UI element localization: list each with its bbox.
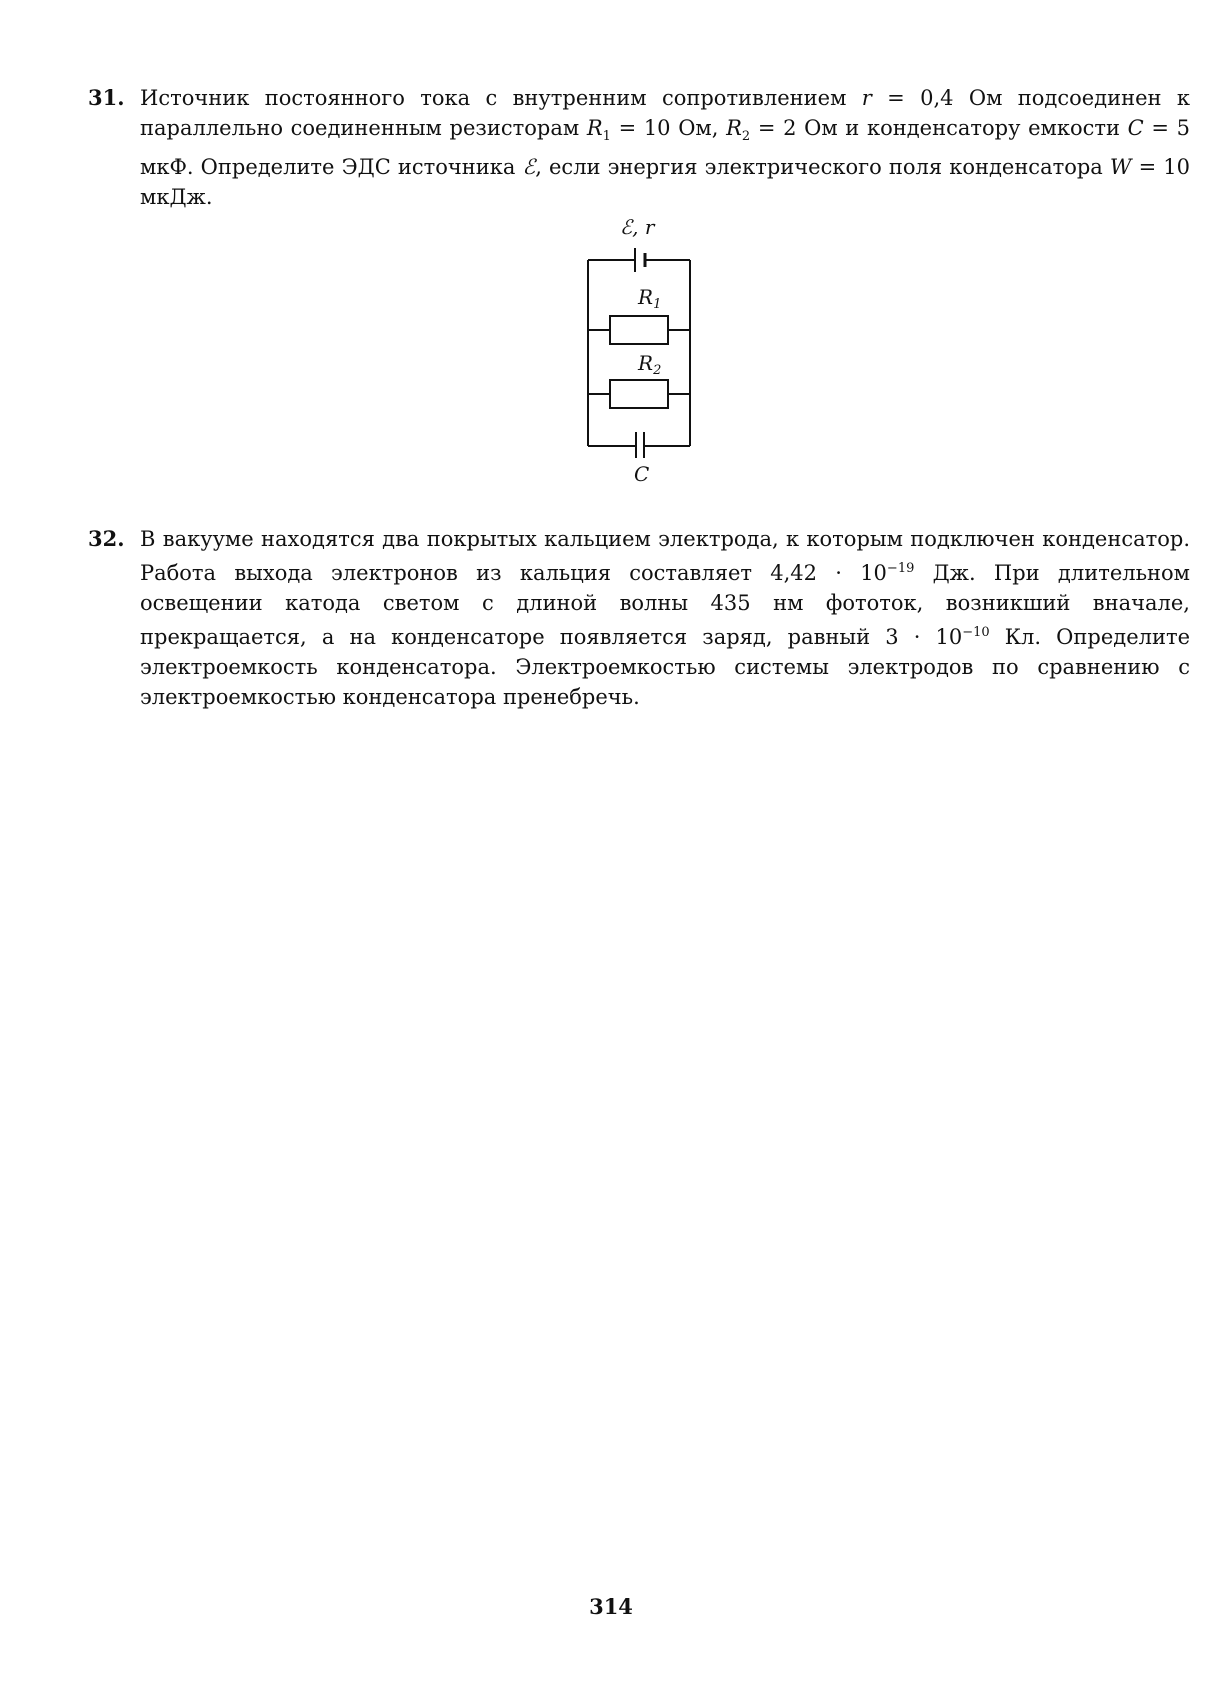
r2-label: $R_2$ xyxy=(638,351,662,378)
problem-number: 31. xyxy=(88,85,125,110)
problem-31 xyxy=(88,83,1190,212)
emf-label: ℰ, r xyxy=(620,215,655,239)
page-number: 314 xyxy=(589,1594,633,1619)
problem-number: 32. xyxy=(88,526,125,551)
problem-text: Источник постоянного тока с внутренним сопротивлением r = 0,4 Ом подсоединен к параллельно соединенным резисторам $R_1 = 10$ Ом, $R_2 = 2$ Ом и конденсатору емкости C = 5 мкФ. Определите ЭДС источника ℰ, если энергия электрического поля конденсатора W = 10 мкДж. xyxy=(140,86,1191,210)
capacitor-label: C xyxy=(634,462,650,486)
problem-32 xyxy=(88,524,1190,712)
resistor-r2 xyxy=(610,380,668,408)
problem-text: В вакууме находятся два покрытых кальцием электрода, к которым подключен конденсатор. Работа выхода электронов из кальция составляет $4,42 \cdot 10^{-19}$ Дж. При длительном освещении катода светом с длиной волны 435 нм фототок, возникший вначале, прекращается, а на конденсаторе появляется заряд, равный $3 \cdot 10^{-10}$ Кл. Определите электроемкость конденсатора. Электроемкостью системы электродов по сравнению с электроемкостью конденсатора пренебречь. xyxy=(140,527,1190,709)
circuit-diagram xyxy=(560,208,700,458)
resistor-r1 xyxy=(610,316,668,344)
r1-label: $R_1$ xyxy=(638,285,662,312)
